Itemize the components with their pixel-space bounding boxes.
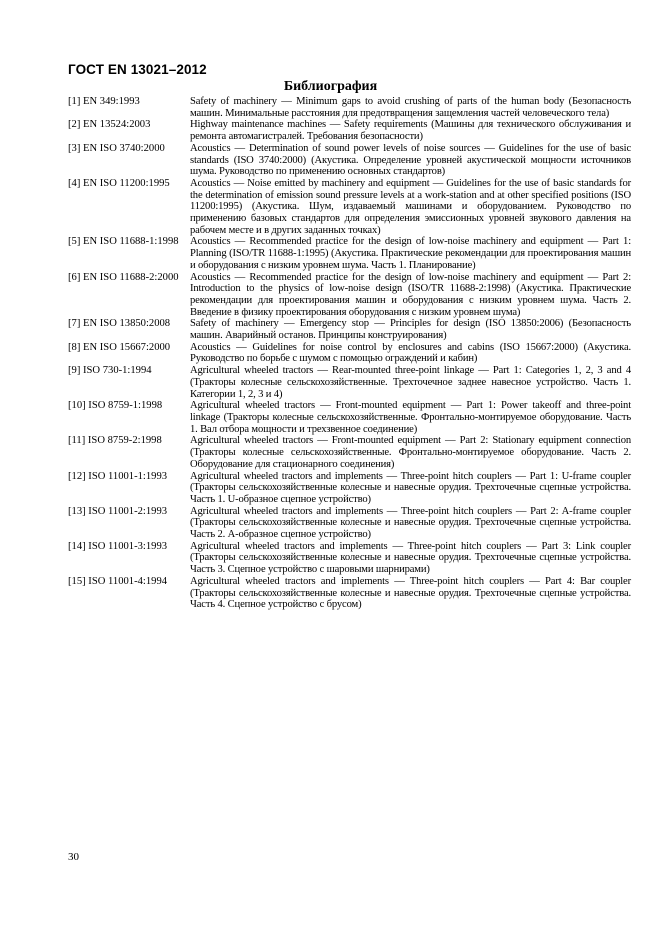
entry-reference: [13] ISO 11001-2:1993 <box>68 505 168 517</box>
bibliography-entry <box>68 342 631 365</box>
page-number: 30 <box>68 851 79 863</box>
entry-description: Agricultural wheeled tractors — Front-mounted equipment — Part 1: Power takeoff and three-point linkage (Тракторы колесные сельскохозяйственные. Фронтально-монтируемое оборудование. Часть 1. Вал отбора мощности и трехзвенное соединение) <box>190 400 631 435</box>
entry-description: Acoustics — Noise emitted by machinery and equipment — Guidelines for the use of basic standards for the determination of emission sound pressure levels at a work-station and at other specified positions (ISO 11200:1995) (Акустика. Шум, издаваемый машинами и оборудованием. Руководство по применению базовых стандартов для определения эмиссионных уровней звукового давления на рабочем месте и в других заданных точках) <box>190 177 631 236</box>
entry-reference: [5] EN ISO 11688-1:1998 <box>68 236 179 248</box>
bibliography-entry <box>68 236 631 271</box>
entry-reference: [8] EN ISO 15667:2000 <box>68 341 171 353</box>
entry-reference: [1] EN 349:1993 <box>68 96 140 107</box>
bibliography-entry <box>68 541 631 576</box>
bibliography-entry <box>68 435 631 470</box>
bibliography-entry <box>68 119 631 142</box>
standard-header: ГОСТ EN 13021–2012 <box>68 62 207 77</box>
entry-description: Agricultural wheeled tractors and implements — Three-point hitch couplers — Part 3: Link coupler (Тракторы сельскохозяйственные колесные и навесные орудия. Трехточечные сцепные устройства. Часть 3. Сцепное устройство с шаровыми шарнирами) <box>190 540 631 576</box>
bibliography-entry <box>68 272 631 319</box>
entry-reference: [6] EN ISO 11688-2:2000 <box>68 271 179 283</box>
bibliography-entry <box>68 506 631 541</box>
bibliography-list <box>68 96 631 611</box>
bibliography-entry <box>68 400 631 435</box>
entry-description: Acoustics — Determination of sound power levels of noise sources — Guidelines for the use of basic standards (ISO 3740:2000) (Акустика. Определение уровней акустической мощности источников шума. Руководство по применению основных стандартов) <box>190 142 631 178</box>
entry-reference: [14] ISO 11001-3:1993 <box>68 540 168 552</box>
entry-description: Acoustics — Guidelines for noise control by enclosures and cabins (ISO 15667:2000) (Акустика. Руководство по борьбе с шумом с помощью ограждений и кабин) <box>190 341 631 365</box>
entry-reference: [9] ISO 730-1:1994 <box>68 365 152 377</box>
bibliography-entry <box>68 318 631 341</box>
entry-description: Agricultural wheeled tractors and implements — Three-point hitch couplers — Part 2: A-frame coupler (Тракторы сельскохозяйственные колесные и навесные орудия. Трехточечные сцепные устройства. Часть 2. A-образное сцепное устройство) <box>190 505 631 541</box>
entry-reference: [4] EN ISO 11200:1995 <box>68 177 170 189</box>
entry-description: Agricultural wheeled tractors — Front-mounted equipment — Part 2: Stationary equipment connection (Тракторы колесные сельскохозяйственные. Фронтально-монтируемое оборудование. Часть 2. Оборудование для стационарного соединения) <box>190 435 631 470</box>
bibliography-entry <box>68 143 631 178</box>
entry-reference: [2] EN 13524:2003 <box>68 119 151 131</box>
entry-description: Safety of machinery — Emergency stop — Principles for design (ISO 13850:2006) (Безопасность машин. Аварийный останов. Принципы конструирования) <box>190 318 631 342</box>
bibliography-entry <box>68 365 631 400</box>
entry-reference: [12] ISO 11001-1:1993 <box>68 470 168 482</box>
entry-description: Agricultural wheeled tractors and implements — Three-point hitch couplers — Part 4: Bar coupler (Тракторы сельскохозяйственные колесные и навесные орудия. Трехточечные сцепные устройства. Часть 4. Сцепное устройство с брусом) <box>190 575 631 611</box>
entry-reference: [15] ISO 11001-4:1994 <box>68 575 168 587</box>
entry-description: Agricultural wheeled tractors and implements — Three-point hitch couplers — Part 1: U-frame coupler (Тракторы сельскохозяйственные колесные и навесные орудия. Трехточечные сцепные устройства. Часть 1. U-образное сцепное устройство) <box>190 470 631 505</box>
entry-description: Highway maintenance machines — Safety requirements (Машины для технического обслуживания и ремонта автомагистралей. Требования безопасности) <box>190 119 631 143</box>
entry-description: Acoustics — Recommended practice for the design of low-noise machinery and equipment — Part 2: Introduction to the physics of low-noise design (ISO/TR 11688-2:1998) (Акустика. Практические рекомендации для проектирования машин и оборудования с низким уровнем шума. Часть 2. Введение в физику проектирования оборудования с низким уровнем шума) <box>190 271 631 318</box>
bibliography-entry <box>68 471 631 506</box>
entry-description: Acoustics — Recommended practice for the design of low-noise machinery and equipment — Part 1: Planning (ISO/TR 11688-1:1995) (Акустика. Практические рекомендации для проектирования машин и оборудования с низким уровнем шума. Часть 1. Планирование) <box>190 236 631 271</box>
entry-reference: [7] EN ISO 13850:2008 <box>68 318 171 330</box>
entry-reference: [11] ISO 8759-2:1998 <box>68 435 162 447</box>
bibliography-entry <box>68 178 631 237</box>
entry-reference: [3] EN ISO 3740:2000 <box>68 142 165 154</box>
entry-description: Safety of machinery — Minimum gaps to avoid crushing of parts of the human body (Безопасность машин. Минимальные расстояния для предотвращения защемления частей человеческого тела) <box>190 96 631 119</box>
entry-description: Agricultural wheeled tractors — Rear-mounted three-point linkage — Part 1: Categories 1, 2, 3 and 4 (Тракторы колесные сельскохозяйственные. Трехточечное заднее навесное устройство. Часть 1. Категории 1, 2, 3 и 4) <box>190 365 631 400</box>
entry-reference: [10] ISO 8759-1:1998 <box>68 400 163 412</box>
bibliography-title: Библиография <box>283 79 378 94</box>
bibliography-entry <box>68 96 631 119</box>
bibliography-entry <box>68 576 631 611</box>
